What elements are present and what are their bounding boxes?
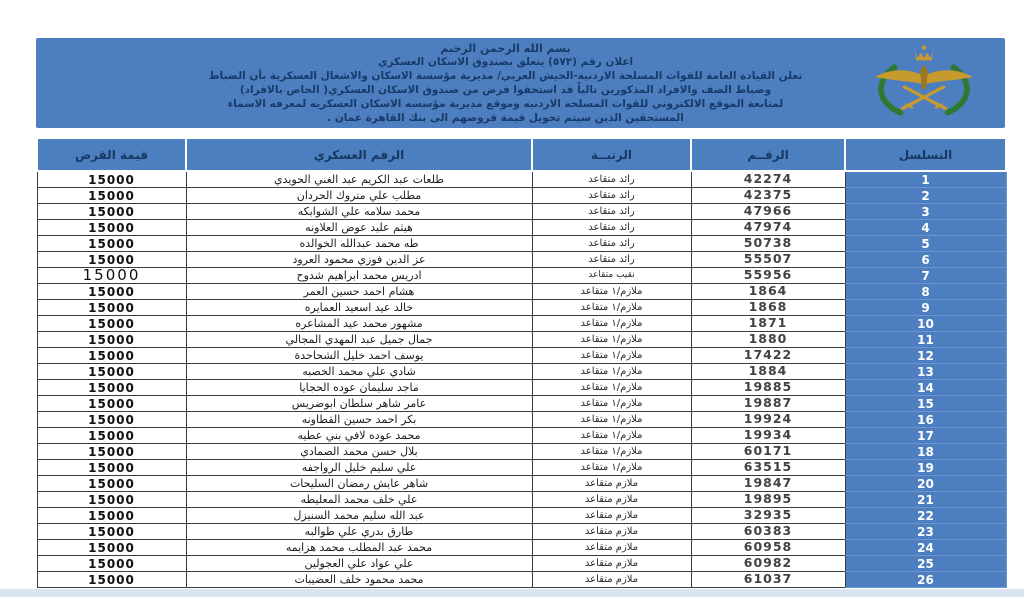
column-header-rank: الرتبــة <box>532 138 691 171</box>
number-cell: 32935 <box>691 508 845 524</box>
number-cell: 55956 <box>691 268 845 284</box>
table-row <box>37 508 1006 524</box>
loan-value-cell: 15000 <box>37 364 186 380</box>
rank-cell: ملازم متقاعد <box>532 476 691 492</box>
number-cell: 1868 <box>691 300 845 316</box>
table-row <box>37 204 1006 220</box>
rank-cell: ملازم/١ متقاعد <box>532 284 691 300</box>
name-cell: طارق بدري علي طوالبه <box>186 524 532 540</box>
table-row <box>37 252 1006 268</box>
table-body <box>37 171 1006 588</box>
rank-cell: ملازم/١ متقاعد <box>532 428 691 444</box>
announcement-body-line-4: المستحقين الذين سيتم تحويل قيمة قروضهم الى بنك القاهرة عمان . <box>327 111 684 124</box>
rank-cell: ملازم/١ متقاعد <box>532 380 691 396</box>
loan-value-cell: 15000 <box>37 236 186 252</box>
loan-value-cell: 15000 <box>37 220 186 236</box>
rank-cell: رائد متقاعد <box>532 252 691 268</box>
name-cell: طلعات عبد الكريم عبد الغني الحويدي <box>186 171 532 188</box>
loan-value-cell: 15000 <box>37 508 186 524</box>
name-cell: خالد عيد اسعيد العمايره <box>186 300 532 316</box>
number-cell: 19847 <box>691 476 845 492</box>
serial-cell: 18 <box>845 444 1006 460</box>
name-cell: بكر احمد حسين القطاونه <box>186 412 532 428</box>
loan-value-cell: 15000 <box>37 284 186 300</box>
name-cell: عبد الله سليم محمد السنيزل <box>186 508 532 524</box>
loan-value-cell: 15000 <box>37 396 186 412</box>
name-cell: جمال جميل عبد المهدي المجالي <box>186 332 532 348</box>
name-cell: علي عواد علي العجولين <box>186 556 532 572</box>
table-row <box>37 428 1006 444</box>
table-header-row <box>37 138 1006 171</box>
serial-cell: 26 <box>845 572 1006 588</box>
number-cell: 19924 <box>691 412 845 428</box>
serial-cell: 1 <box>845 171 1006 188</box>
rank-cell: ملازم متقاعد <box>532 556 691 572</box>
table-row <box>37 348 1006 364</box>
number-cell: 55507 <box>691 252 845 268</box>
name-cell: طه محمد عبدالله الخوالده <box>186 236 532 252</box>
armed-forces-emblem-icon <box>865 41 983 125</box>
number-cell: 47974 <box>691 220 845 236</box>
number-cell: 42375 <box>691 188 845 204</box>
serial-cell: 5 <box>845 236 1006 252</box>
number-cell: 1880 <box>691 332 845 348</box>
loan-value-cell: 15000 <box>37 268 186 284</box>
table-row <box>37 300 1006 316</box>
loan-value-cell: 15000 <box>37 492 186 508</box>
table-row <box>37 492 1006 508</box>
loan-value-cell: 15000 <box>37 188 186 204</box>
name-cell: مطلب علي متروك الحردان <box>186 188 532 204</box>
serial-cell: 8 <box>845 284 1006 300</box>
serial-cell: 20 <box>845 476 1006 492</box>
table-row <box>37 220 1006 236</box>
serial-cell: 15 <box>845 396 1006 412</box>
serial-cell: 22 <box>845 508 1006 524</box>
table-row <box>37 171 1006 188</box>
announcement-body-line-2: وضباط الصف والافراد المذكورين تالياً قد استحقوا قرض من صندوق الاسكان العسكري( الخاص بالافراد) <box>239 83 772 96</box>
rank-cell: رائد متقاعد <box>532 220 691 236</box>
loan-value-cell: 15000 <box>37 476 186 492</box>
name-cell: عامر شاهر سلطان ابوضريس <box>186 396 532 412</box>
number-cell: 19885 <box>691 380 845 396</box>
loan-value-cell: 15000 <box>37 460 186 476</box>
announcement-body-line-3: لمتابعة الموقع الالكتروني للقوات المسلحه الاردنيه وموقع مديرية مؤسسه الاسكان العسكريه لمعرفه الاسماء <box>227 97 784 110</box>
rank-cell: ملازم/١ متقاعد <box>532 332 691 348</box>
loan-value-cell: 15000 <box>37 540 186 556</box>
serial-cell: 7 <box>845 268 1006 284</box>
number-cell: 60383 <box>691 524 845 540</box>
table-row <box>37 396 1006 412</box>
basmala-line: بسم الله الرحمن الرحيم <box>440 41 571 55</box>
serial-cell: 6 <box>845 252 1006 268</box>
rank-cell: ملازم متقاعد <box>532 572 691 588</box>
table-row <box>37 556 1006 572</box>
rank-cell: رائد متقاعد <box>532 188 691 204</box>
rank-cell: ملازم/١ متقاعد <box>532 364 691 380</box>
table-row <box>37 380 1006 396</box>
serial-cell: 14 <box>845 380 1006 396</box>
name-cell: بلال حسن محمد الصمادي <box>186 444 532 460</box>
loan-value-cell: 15000 <box>37 572 186 588</box>
loan-value-cell: 15000 <box>37 428 186 444</box>
name-cell: هشام احمد حسين العمر <box>186 284 532 300</box>
number-cell: 61037 <box>691 572 845 588</box>
number-cell: 60171 <box>691 444 845 460</box>
rank-cell: ملازم/١ متقاعد <box>532 348 691 364</box>
rank-cell: ملازم/١ متقاعد <box>532 460 691 476</box>
rank-cell: ملازم/١ متقاعد <box>532 316 691 332</box>
number-cell: 47966 <box>691 204 845 220</box>
table-row <box>37 332 1006 348</box>
column-header-number: الرقــم <box>691 138 845 171</box>
number-cell: 17422 <box>691 348 845 364</box>
name-cell: محمد سلامه علي الشوابكه <box>186 204 532 220</box>
column-header-serial: التسلسل <box>845 138 1006 171</box>
name-cell: محمد عبد المطلب محمد هزايمه <box>186 540 532 556</box>
number-cell: 63515 <box>691 460 845 476</box>
serial-cell: 10 <box>845 316 1006 332</box>
number-cell: 1871 <box>691 316 845 332</box>
number-cell: 1884 <box>691 364 845 380</box>
announcement-header <box>36 38 1005 128</box>
name-cell: عز الدين فوزي محمود العرود <box>186 252 532 268</box>
loan-value-cell: 15000 <box>37 204 186 220</box>
table-row <box>37 572 1006 588</box>
loan-value-cell: 15000 <box>37 556 186 572</box>
serial-cell: 12 <box>845 348 1006 364</box>
name-cell: محمد محمود خلف العضيبات <box>186 572 532 588</box>
number-cell: 19934 <box>691 428 845 444</box>
table-row <box>37 444 1006 460</box>
name-cell: شاهر عايش رمضان السليحات <box>186 476 532 492</box>
table-row <box>37 476 1006 492</box>
table-row <box>37 236 1006 252</box>
rank-cell: ملازم/١ متقاعد <box>532 444 691 460</box>
rank-cell: رائد متقاعد <box>532 204 691 220</box>
number-cell: 60982 <box>691 556 845 572</box>
serial-cell: 3 <box>845 204 1006 220</box>
name-cell: ماجد سليمان عوده الحجايا <box>186 380 532 396</box>
table-row <box>37 412 1006 428</box>
loan-value-cell: 15000 <box>37 380 186 396</box>
announcement-body-line-1: تعلن القيادة العامة للقوات المسلحة الاردنية-الجيش العربي/ مديرية مؤسسة الاسكان والاشغال العسكرية بأن الضباط <box>208 69 803 82</box>
rank-cell: نقيب متقاعد <box>532 268 691 284</box>
column-header-loan: قيمة القرض <box>37 138 186 171</box>
name-cell: هيثم عليد عوض العلاونه <box>186 220 532 236</box>
serial-cell: 13 <box>845 364 1006 380</box>
name-cell: علي سليم خليل الرواجفه <box>186 460 532 476</box>
loan-value-cell: 15000 <box>37 524 186 540</box>
table-row <box>37 460 1006 476</box>
loan-value-cell: 15000 <box>37 348 186 364</box>
name-cell: ادريس محمد ابراهيم شدوح <box>186 268 532 284</box>
rank-cell: ملازم/١ متقاعد <box>532 412 691 428</box>
rank-cell: ملازم متقاعد <box>532 524 691 540</box>
table-row <box>37 316 1006 332</box>
serial-cell: 16 <box>845 412 1006 428</box>
serial-cell: 11 <box>845 332 1006 348</box>
rank-cell: رائد متقاعد <box>532 171 691 188</box>
serial-cell: 23 <box>845 524 1006 540</box>
rank-cell: رائد متقاعد <box>532 236 691 252</box>
serial-cell: 4 <box>845 220 1006 236</box>
serial-cell: 24 <box>845 540 1006 556</box>
rank-cell: ملازم/١ متقاعد <box>532 300 691 316</box>
number-cell: 42274 <box>691 171 845 188</box>
loan-value-cell: 15000 <box>37 252 186 268</box>
loan-value-cell: 15000 <box>37 332 186 348</box>
loan-value-cell: 15000 <box>37 171 186 188</box>
serial-cell: 9 <box>845 300 1006 316</box>
table-row <box>37 524 1006 540</box>
loan-value-cell: 15000 <box>37 444 186 460</box>
rank-cell: ملازم متقاعد <box>532 492 691 508</box>
number-cell: 1864 <box>691 284 845 300</box>
table-row <box>37 188 1006 204</box>
loan-recipients-table <box>36 137 1007 588</box>
column-header-name: الرقم العسكري <box>186 138 532 171</box>
loan-value-cell: 15000 <box>37 316 186 332</box>
announcement-number-line: اعلان رقم (٥٧٣) يتعلق بصندوق الاسكان العسكري <box>377 55 634 68</box>
announcement-text-block <box>36 38 1005 128</box>
table-row <box>37 540 1006 556</box>
name-cell: مشهور محمد عيد المشاعره <box>186 316 532 332</box>
loan-value-cell: 15000 <box>37 412 186 428</box>
name-cell: شادي علي محمد الخصبه <box>186 364 532 380</box>
loan-value-cell: 15000 <box>37 300 186 316</box>
table-row <box>37 268 1006 284</box>
serial-cell: 19 <box>845 460 1006 476</box>
rank-cell: ملازم متقاعد <box>532 508 691 524</box>
name-cell: محمد عوده لافي بني عطيه <box>186 428 532 444</box>
name-cell: علي خلف محمد المعليطه <box>186 492 532 508</box>
rank-cell: ملازم/١ متقاعد <box>532 396 691 412</box>
number-cell: 19895 <box>691 492 845 508</box>
serial-cell: 2 <box>845 188 1006 204</box>
number-cell: 60958 <box>691 540 845 556</box>
serial-cell: 25 <box>845 556 1006 572</box>
serial-cell: 21 <box>845 492 1006 508</box>
rank-cell: ملازم متقاعد <box>532 540 691 556</box>
page-bottom-strip <box>0 589 1024 597</box>
name-cell: يوسف احمد خليل الشحاحدة <box>186 348 532 364</box>
number-cell: 50738 <box>691 236 845 252</box>
table-row <box>37 364 1006 380</box>
table-row <box>37 284 1006 300</box>
serial-cell: 17 <box>845 428 1006 444</box>
number-cell: 19887 <box>691 396 845 412</box>
